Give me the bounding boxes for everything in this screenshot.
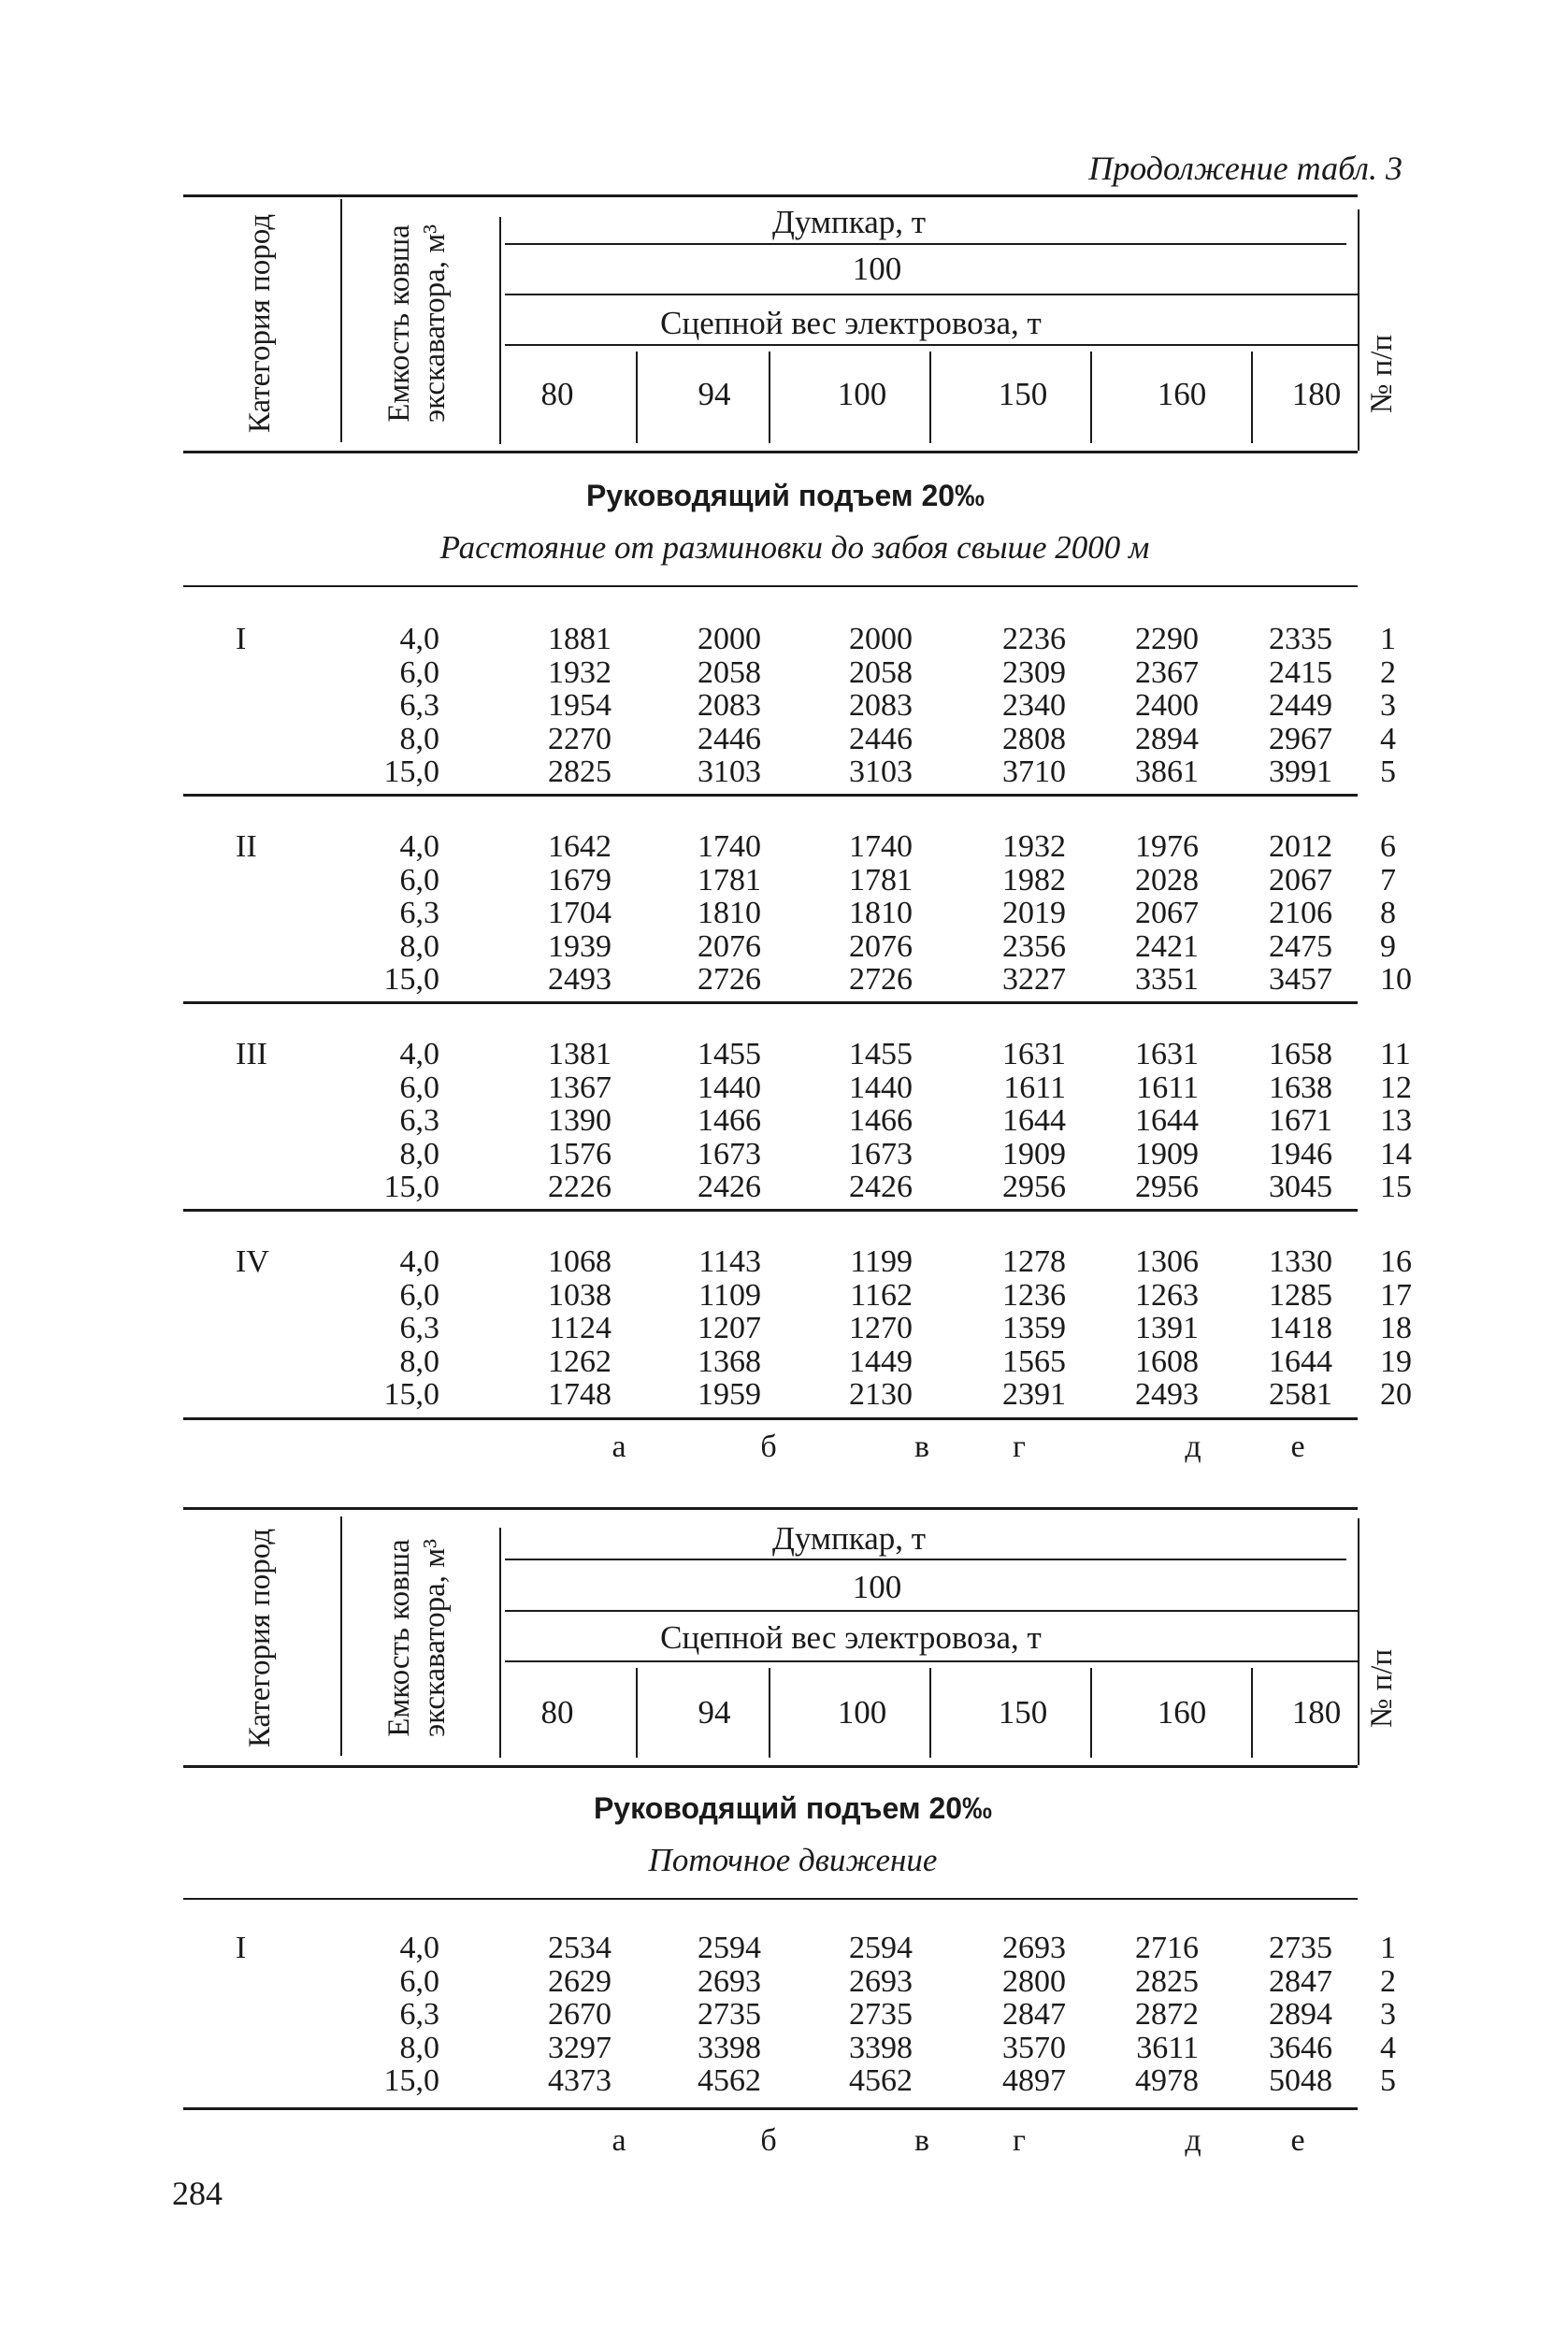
s1-value-cell: 1740 bbox=[698, 829, 761, 864]
s2-value-cell: 2693 bbox=[1002, 1931, 1066, 1965]
s1-value-cell: 2130 bbox=[849, 1377, 913, 1412]
s1-value-cell: 1611 bbox=[1136, 1070, 1199, 1105]
s1-value-cell: 1278 bbox=[1002, 1244, 1066, 1279]
s1-value-cell: 1124 bbox=[549, 1311, 611, 1345]
weight-150-2: 150 bbox=[998, 1694, 1048, 1731]
s1-value-cell: 1631 bbox=[1135, 1037, 1199, 1071]
s1-value-cell: 1679 bbox=[548, 862, 611, 898]
s1-value-cell: 1631 bbox=[1002, 1037, 1066, 1071]
weight-label: Сцепной вес электровоза, т bbox=[660, 305, 1042, 341]
s2-row-number: 3 bbox=[1380, 1997, 1396, 2032]
s2-row-number: 2 bbox=[1380, 1963, 1396, 1999]
s2-bucket-cell: 15,0 bbox=[383, 2063, 439, 2098]
s2-value-cell: 2825 bbox=[1135, 1963, 1199, 1999]
s1-value-cell: 2309 bbox=[1002, 654, 1066, 690]
s1-value-cell: 1954 bbox=[548, 688, 611, 723]
bucket-header: Емкость ковша экскаватора, м³ bbox=[382, 223, 452, 424]
s2-value-cell: 4562 bbox=[849, 2063, 913, 2098]
s2-letter-3: в bbox=[913, 2123, 930, 2158]
category-header-2: Категория пород bbox=[243, 1528, 277, 1748]
s1-value-cell: 2493 bbox=[548, 962, 611, 997]
s1-bucket-cell: 6,3 bbox=[399, 1311, 439, 1345]
s1-value-cell: 2083 bbox=[698, 688, 761, 723]
s2-bucket-cell: 4,0 bbox=[399, 1931, 439, 1965]
s2-value-cell: 3398 bbox=[849, 2030, 913, 2065]
s1-row-number: 13 bbox=[1380, 1103, 1412, 1138]
s2-value-cell: 2594 bbox=[698, 1931, 761, 1965]
s1-value-cell: 2000 bbox=[849, 622, 913, 656]
number-header-2: № п/п bbox=[1365, 1648, 1399, 1729]
s1-letter-5: д bbox=[1185, 1430, 1201, 1464]
s1-value-cell: 1671 bbox=[1269, 1103, 1332, 1138]
s2-value-cell: 3570 bbox=[1002, 2030, 1066, 2065]
s1-bucket-cell: 8,0 bbox=[399, 1343, 439, 1379]
s2-value-cell: 4897 bbox=[1002, 2063, 1066, 2098]
s1-value-cell: 1285 bbox=[1269, 1277, 1332, 1313]
s2-row-number: 5 bbox=[1380, 2063, 1396, 2098]
s2-letter-6: е bbox=[1290, 2123, 1305, 2158]
s1-row-number: 6 bbox=[1380, 829, 1396, 864]
s1-value-cell: 2446 bbox=[698, 721, 761, 756]
s1-value-cell: 2421 bbox=[1135, 928, 1199, 964]
s1-value-cell: 1207 bbox=[698, 1311, 761, 1345]
s1-row-number: 4 bbox=[1380, 721, 1396, 756]
s1-bucket-cell: 4,0 bbox=[399, 1244, 439, 1279]
s1-value-cell: 1565 bbox=[1002, 1343, 1066, 1379]
s1-value-cell: 2956 bbox=[1135, 1170, 1199, 1204]
s1-value-cell: 2076 bbox=[849, 928, 913, 964]
s1-value-cell: 1939 bbox=[548, 928, 611, 964]
s1-value-cell: 2726 bbox=[698, 962, 761, 997]
dumpcar-label-2: Думпкар, т bbox=[771, 1520, 927, 1557]
s1-value-cell: 2236 bbox=[1002, 622, 1066, 656]
s2-value-cell: 5048 bbox=[1269, 2063, 1332, 2098]
running-header: Продолжение табл. 3 bbox=[1088, 150, 1403, 187]
category-header: Категория пород bbox=[243, 213, 277, 434]
s2-value-cell: 4978 bbox=[1135, 2063, 1199, 2098]
s1-category-4: IV bbox=[236, 1244, 269, 1279]
s1-value-cell: 2067 bbox=[1269, 862, 1332, 898]
s1-value-cell: 2076 bbox=[698, 928, 761, 964]
s1-value-cell: 1781 bbox=[849, 862, 913, 898]
s1-value-cell: 1368 bbox=[698, 1343, 761, 1379]
s2-letter-1: а bbox=[611, 2123, 626, 2158]
s1-value-cell: 2226 bbox=[548, 1170, 611, 1204]
s2-bucket-cell: 8,0 bbox=[399, 2030, 439, 2065]
s2-row-number: 1 bbox=[1380, 1931, 1396, 1965]
s1-bucket-cell: 4,0 bbox=[399, 622, 439, 656]
s2-value-cell: 2800 bbox=[1002, 1963, 1066, 1999]
s1-value-cell: 2400 bbox=[1135, 688, 1199, 723]
s1-bucket-cell: 8,0 bbox=[399, 928, 439, 964]
weight-160-2: 160 bbox=[1157, 1694, 1207, 1731]
s1-value-cell: 1143 bbox=[698, 1244, 761, 1279]
s1-value-cell: 1932 bbox=[548, 654, 611, 690]
s1-value-cell: 1959 bbox=[698, 1377, 761, 1412]
s1-bucket-cell: 15,0 bbox=[383, 754, 439, 789]
s1-value-cell: 1740 bbox=[849, 829, 913, 864]
s1-value-cell: 2415 bbox=[1269, 654, 1332, 690]
s2-value-cell: 2735 bbox=[1269, 1931, 1332, 1965]
s1-letter-1: а bbox=[611, 1430, 626, 1464]
s1-value-cell: 1644 bbox=[1002, 1103, 1066, 1138]
s1-value-cell: 1367 bbox=[548, 1070, 611, 1105]
s2-value-cell: 3646 bbox=[1269, 2030, 1332, 2065]
s1-row-number: 2 bbox=[1380, 654, 1396, 690]
weight-94-2: 94 bbox=[698, 1694, 731, 1731]
s1-value-cell: 3457 bbox=[1269, 962, 1332, 997]
weight-94: 94 bbox=[698, 376, 731, 412]
s2-value-cell: 4373 bbox=[548, 2063, 611, 2098]
s1-row-number: 14 bbox=[1380, 1136, 1412, 1171]
s1-row-number: 11 bbox=[1380, 1037, 1411, 1071]
dumpcar-value: 100 bbox=[852, 251, 902, 287]
s1-value-cell: 2367 bbox=[1135, 654, 1199, 690]
weight-180: 180 bbox=[1291, 376, 1342, 412]
weight-100: 100 bbox=[837, 376, 887, 412]
s2-letter-2: б bbox=[760, 2123, 777, 2158]
s1-category-1: I bbox=[236, 622, 247, 656]
s1-value-cell: 2012 bbox=[1269, 829, 1332, 864]
s1-value-cell: 1109 bbox=[698, 1277, 761, 1313]
s1-value-cell: 1440 bbox=[849, 1070, 913, 1105]
weight-160: 160 bbox=[1157, 376, 1207, 412]
s2-bucket-cell: 6,0 bbox=[399, 1963, 439, 1999]
s1-value-cell: 2083 bbox=[849, 688, 913, 723]
s1-bucket-cell: 6,0 bbox=[399, 1277, 439, 1313]
s1-bucket-cell: 6,3 bbox=[399, 1103, 439, 1138]
s1-value-cell: 2340 bbox=[1002, 688, 1066, 723]
s1-value-cell: 2335 bbox=[1269, 622, 1332, 656]
s1-bucket-cell: 6,0 bbox=[399, 862, 439, 898]
s1-value-cell: 1068 bbox=[548, 1244, 611, 1279]
s2-value-cell: 2847 bbox=[1002, 1997, 1066, 2032]
s1-value-cell: 1638 bbox=[1269, 1070, 1332, 1105]
s1-value-cell: 3227 bbox=[1002, 962, 1066, 997]
s1-value-cell: 1982 bbox=[1002, 862, 1066, 898]
s1-value-cell: 2067 bbox=[1135, 896, 1199, 930]
s2-category-1: I bbox=[236, 1931, 247, 1965]
page-number: 284 bbox=[172, 2175, 223, 2212]
s1-value-cell: 3045 bbox=[1269, 1170, 1332, 1204]
s1-value-cell: 1810 bbox=[698, 896, 761, 930]
s1-value-cell: 2581 bbox=[1269, 1377, 1332, 1412]
s1-value-cell: 1391 bbox=[1135, 1311, 1199, 1345]
s1-row-number: 18 bbox=[1380, 1311, 1412, 1345]
s1-value-cell: 1466 bbox=[698, 1103, 761, 1138]
weight-80: 80 bbox=[540, 376, 574, 412]
s1-value-cell: 1418 bbox=[1269, 1311, 1332, 1345]
weight-150: 150 bbox=[998, 376, 1048, 412]
s1-value-cell: 1704 bbox=[548, 896, 611, 930]
s1-value-cell: 2391 bbox=[1002, 1377, 1066, 1412]
s1-value-cell: 1932 bbox=[1002, 829, 1066, 864]
s2-value-cell: 2693 bbox=[849, 1963, 913, 1999]
s2-value-cell: 2735 bbox=[849, 1997, 913, 2032]
s1-row-number: 9 bbox=[1380, 928, 1396, 964]
s1-category-2: II bbox=[236, 829, 257, 864]
s1-value-cell: 1781 bbox=[698, 862, 761, 898]
s1-bucket-cell: 8,0 bbox=[399, 1136, 439, 1171]
s2-value-cell: 2716 bbox=[1135, 1931, 1199, 1965]
s1-row-number: 17 bbox=[1380, 1277, 1412, 1313]
s1-value-cell: 1236 bbox=[1002, 1277, 1066, 1313]
weight-80-2: 80 bbox=[540, 1694, 574, 1731]
s2-value-cell: 2693 bbox=[698, 1963, 761, 1999]
s1-value-cell: 1608 bbox=[1135, 1343, 1199, 1379]
section2-title: Руководящий подъем 20‰ bbox=[593, 1791, 993, 1825]
s1-row-number: 20 bbox=[1380, 1377, 1412, 1412]
s1-bucket-cell: 4,0 bbox=[399, 829, 439, 864]
s1-value-cell: 1673 bbox=[849, 1136, 913, 1171]
s1-row-number: 3 bbox=[1380, 688, 1396, 723]
s1-row-number: 15 bbox=[1380, 1170, 1412, 1204]
s2-value-cell: 2534 bbox=[548, 1931, 611, 1965]
s1-value-cell: 2726 bbox=[849, 962, 913, 997]
s1-value-cell: 1455 bbox=[849, 1037, 913, 1071]
s1-value-cell: 1611 bbox=[1003, 1070, 1066, 1105]
s1-value-cell: 3103 bbox=[849, 754, 913, 789]
s1-value-cell: 1390 bbox=[548, 1103, 611, 1138]
s1-value-cell: 2356 bbox=[1002, 928, 1066, 964]
s1-bucket-cell: 15,0 bbox=[383, 1377, 439, 1412]
s1-value-cell: 2825 bbox=[548, 754, 611, 789]
s1-value-cell: 1270 bbox=[849, 1311, 913, 1345]
s1-value-cell: 1644 bbox=[1135, 1103, 1199, 1138]
weight-label-2: Сцепной вес электровоза, т bbox=[660, 1619, 1042, 1656]
s1-letter-6: е bbox=[1290, 1430, 1305, 1464]
s1-value-cell: 1263 bbox=[1135, 1277, 1199, 1313]
s2-value-cell: 2670 bbox=[548, 1997, 611, 2032]
s1-value-cell: 1642 bbox=[548, 829, 611, 864]
dumpcar-value-2: 100 bbox=[852, 1569, 902, 1605]
s1-letter-3: в bbox=[913, 1430, 930, 1464]
s2-value-cell: 4562 bbox=[698, 2063, 761, 2098]
s1-value-cell: 2000 bbox=[698, 622, 761, 656]
s1-bucket-cell: 15,0 bbox=[383, 962, 439, 997]
s1-value-cell: 1330 bbox=[1269, 1244, 1332, 1279]
s2-bucket-cell: 6,3 bbox=[399, 1997, 439, 2032]
s1-value-cell: 2058 bbox=[849, 654, 913, 690]
s1-letter-4: г bbox=[1013, 1430, 1026, 1464]
s1-row-number: 16 bbox=[1380, 1244, 1412, 1279]
s1-bucket-cell: 6,0 bbox=[399, 654, 439, 690]
number-header: № п/п bbox=[1365, 334, 1399, 414]
s1-value-cell: 1449 bbox=[849, 1343, 913, 1379]
s1-value-cell: 2106 bbox=[1269, 896, 1332, 930]
s1-value-cell: 1199 bbox=[850, 1244, 913, 1279]
s1-value-cell: 1038 bbox=[548, 1277, 611, 1313]
s1-value-cell: 2290 bbox=[1135, 622, 1199, 656]
s1-value-cell: 1748 bbox=[548, 1377, 611, 1412]
s1-value-cell: 2058 bbox=[698, 654, 761, 690]
s1-value-cell: 2426 bbox=[698, 1170, 761, 1204]
s1-value-cell: 1262 bbox=[548, 1343, 611, 1379]
s2-letter-5: д bbox=[1185, 2123, 1201, 2158]
s1-value-cell: 3103 bbox=[698, 754, 761, 789]
s2-value-cell: 2872 bbox=[1135, 1997, 1199, 2032]
s1-value-cell: 1658 bbox=[1269, 1037, 1332, 1071]
s1-value-cell: 1810 bbox=[849, 896, 913, 930]
s1-letter-2: б bbox=[760, 1430, 777, 1464]
s1-value-cell: 1440 bbox=[698, 1070, 761, 1105]
section1-title: Руководящий подъем 20‰ bbox=[585, 479, 985, 512]
s1-value-cell: 1455 bbox=[698, 1037, 761, 1071]
s1-value-cell: 2426 bbox=[849, 1170, 913, 1204]
s1-value-cell: 1466 bbox=[849, 1103, 913, 1138]
s1-row-number: 8 bbox=[1380, 896, 1396, 930]
section1-subtitle: Расстояние от разминовки до забоя свыше 2000 м bbox=[439, 529, 1150, 566]
s1-row-number: 1 bbox=[1380, 622, 1396, 656]
s1-value-cell: 1576 bbox=[548, 1136, 611, 1171]
s2-value-cell: 2894 bbox=[1269, 1997, 1332, 2032]
s2-letter-4: г bbox=[1013, 2123, 1026, 2158]
s1-value-cell: 3861 bbox=[1135, 754, 1199, 789]
s1-value-cell: 1359 bbox=[1002, 1311, 1066, 1345]
s1-value-cell: 1976 bbox=[1135, 829, 1199, 864]
s1-bucket-cell: 6,3 bbox=[399, 688, 439, 723]
s1-row-number: 12 bbox=[1380, 1070, 1412, 1105]
s1-value-cell: 2956 bbox=[1002, 1170, 1066, 1204]
s1-value-cell: 3710 bbox=[1002, 754, 1066, 789]
s1-row-number: 5 bbox=[1380, 754, 1396, 789]
s1-bucket-cell: 15,0 bbox=[383, 1170, 439, 1204]
s1-value-cell: 3351 bbox=[1135, 962, 1199, 997]
s1-value-cell: 1909 bbox=[1002, 1136, 1066, 1171]
s1-value-cell: 3991 bbox=[1269, 754, 1332, 789]
s1-value-cell: 1909 bbox=[1135, 1136, 1199, 1171]
s1-bucket-cell: 6,3 bbox=[399, 896, 439, 930]
s1-value-cell: 1644 bbox=[1269, 1343, 1332, 1379]
s2-value-cell: 3611 bbox=[1136, 2030, 1199, 2065]
s1-row-number: 19 bbox=[1380, 1343, 1412, 1379]
bucket-header-2: Емкость ковша экскаватора, м³ bbox=[382, 1538, 452, 1738]
s1-value-cell: 2028 bbox=[1135, 862, 1199, 898]
s1-category-3: III bbox=[236, 1037, 267, 1071]
s1-value-cell: 2449 bbox=[1269, 688, 1332, 723]
s1-row-number: 7 bbox=[1380, 862, 1396, 898]
s1-value-cell: 2894 bbox=[1135, 721, 1199, 756]
s1-value-cell: 2808 bbox=[1002, 721, 1066, 756]
s2-value-cell: 3297 bbox=[548, 2030, 611, 2065]
weight-180-2: 180 bbox=[1291, 1694, 1342, 1731]
s1-row-number: 10 bbox=[1380, 962, 1412, 997]
s1-bucket-cell: 8,0 bbox=[399, 721, 439, 756]
s1-value-cell: 2270 bbox=[548, 721, 611, 756]
s1-value-cell: 2967 bbox=[1269, 721, 1332, 756]
dumpcar-label: Думпкар, т bbox=[771, 204, 927, 240]
s1-value-cell: 2446 bbox=[849, 721, 913, 756]
s2-value-cell: 2629 bbox=[548, 1963, 611, 1999]
s1-value-cell: 2019 bbox=[1002, 896, 1066, 930]
s1-value-cell: 1673 bbox=[698, 1136, 761, 1171]
s1-value-cell: 2475 bbox=[1269, 928, 1332, 964]
s1-value-cell: 1881 bbox=[548, 622, 611, 656]
s2-row-number: 4 bbox=[1380, 2030, 1396, 2065]
s1-value-cell: 1306 bbox=[1135, 1244, 1199, 1279]
s1-value-cell: 1381 bbox=[548, 1037, 611, 1071]
s1-value-cell: 1946 bbox=[1269, 1136, 1332, 1171]
s1-value-cell: 1162 bbox=[850, 1277, 913, 1313]
s2-value-cell: 2735 bbox=[698, 1997, 761, 2032]
weight-100-2: 100 bbox=[837, 1694, 887, 1731]
s1-bucket-cell: 6,0 bbox=[399, 1070, 439, 1105]
section2-subtitle: Поточное движение bbox=[648, 1842, 938, 1878]
s2-value-cell: 2847 bbox=[1269, 1963, 1332, 1999]
s2-value-cell: 3398 bbox=[698, 2030, 761, 2065]
s1-value-cell: 2493 bbox=[1135, 1377, 1199, 1412]
s1-bucket-cell: 4,0 bbox=[399, 1037, 439, 1071]
s2-value-cell: 2594 bbox=[849, 1931, 913, 1965]
